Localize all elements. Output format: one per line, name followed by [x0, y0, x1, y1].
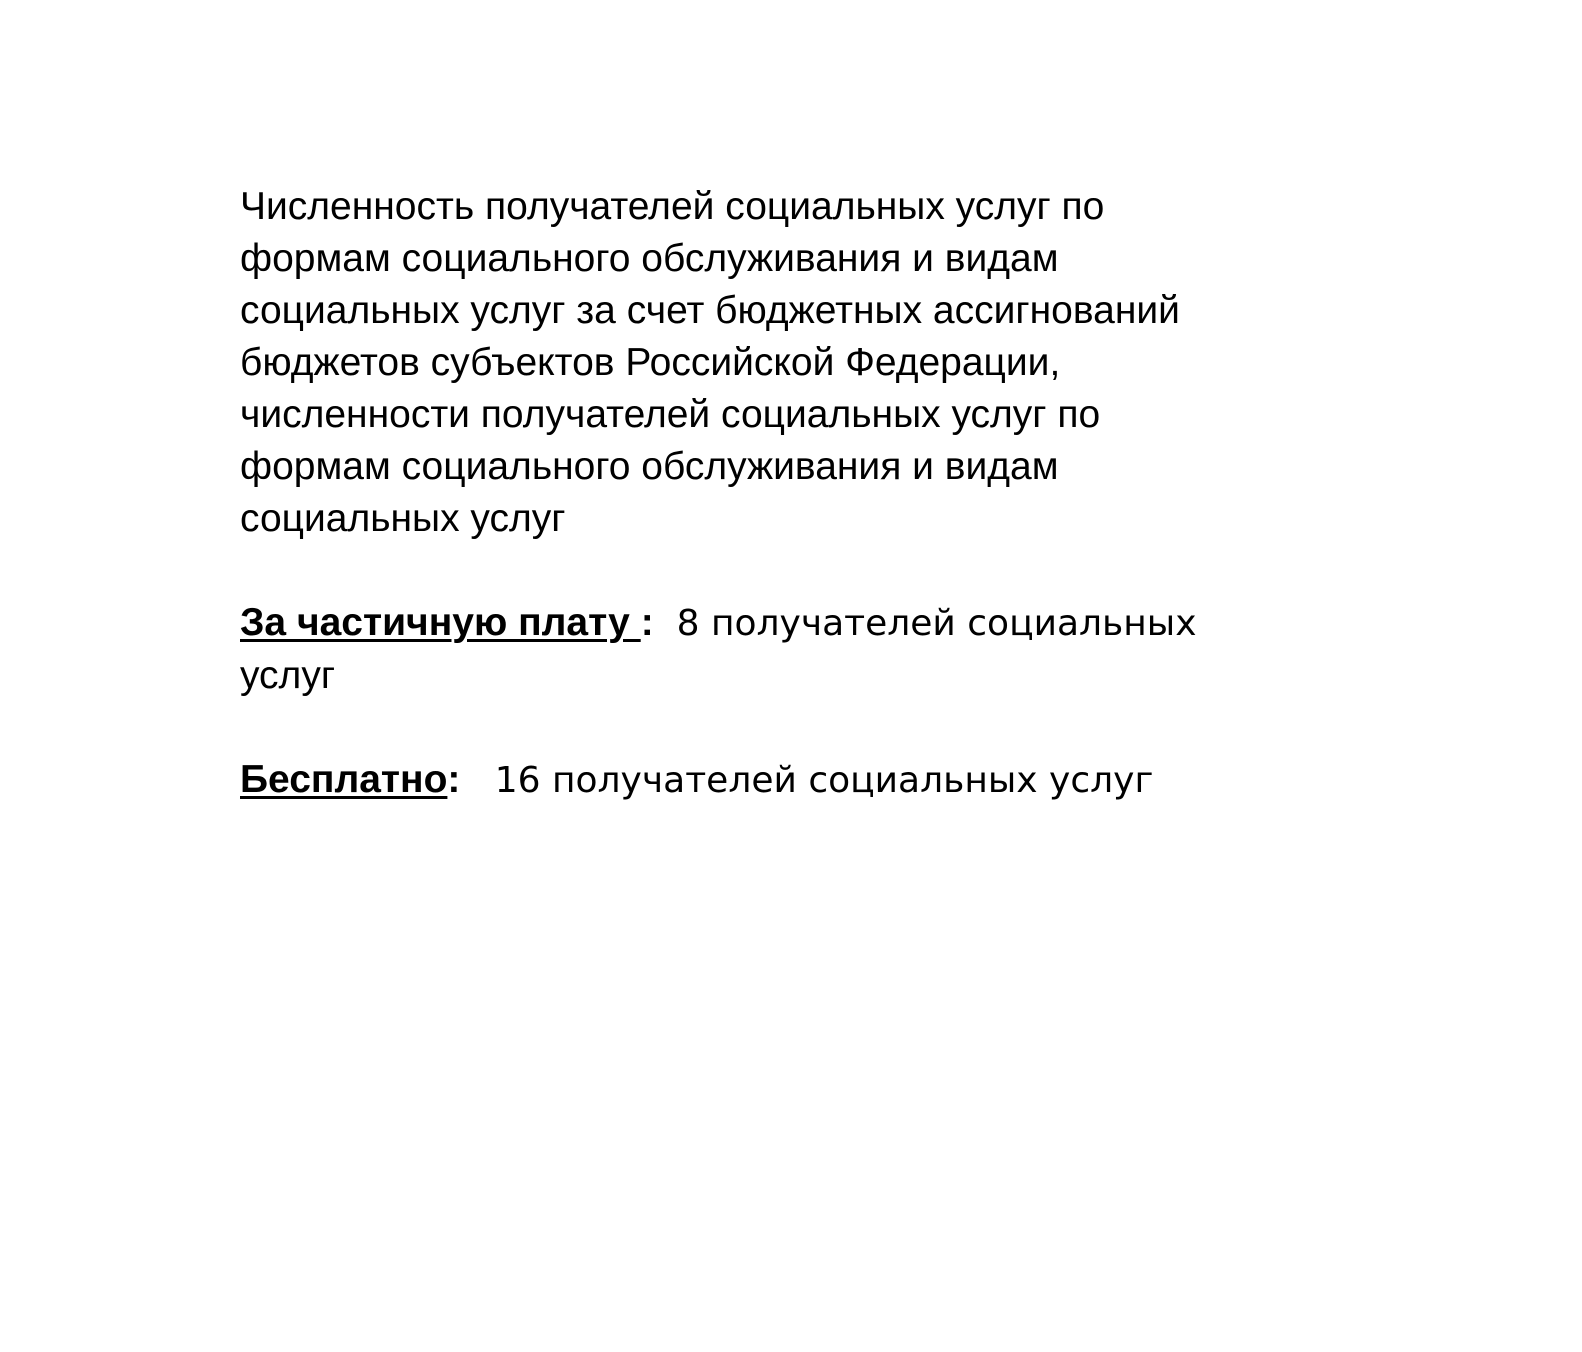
- free-separator: :: [447, 758, 461, 801]
- heading-line: социальных услуг: [240, 497, 566, 540]
- heading-line: численности получателей социальных услуг по: [240, 393, 1101, 436]
- heading-line: формам социального обслуживания и видам: [240, 445, 1059, 488]
- free-label: Бесплатно: [240, 758, 448, 801]
- partial-payment-value: 8 получателей социальных: [653, 603, 1197, 644]
- free-value: 16 получателей социальных услуг: [460, 760, 1154, 801]
- partial-payment-label: За частичную плату: [240, 601, 641, 644]
- free-line: [240, 754, 1360, 807]
- heading-line: формам социального обслуживания и видам: [240, 237, 1059, 280]
- heading-line: социальных услуг за счет бюджетных ассигнований: [240, 289, 1180, 332]
- document-body: [240, 181, 1360, 807]
- document-heading: [240, 181, 1360, 545]
- partial-payment-separator: :: [640, 601, 654, 644]
- partial-payment-entry: [240, 597, 1360, 702]
- partial-payment-line: [240, 597, 1360, 650]
- free-entry: [240, 754, 1360, 807]
- heading-line: бюджетов субъектов Российской Федерации,: [240, 341, 1061, 384]
- heading-line: Численность получателей социальных услуг по: [240, 185, 1105, 228]
- partial-payment-value-continuation: услуг: [240, 654, 336, 697]
